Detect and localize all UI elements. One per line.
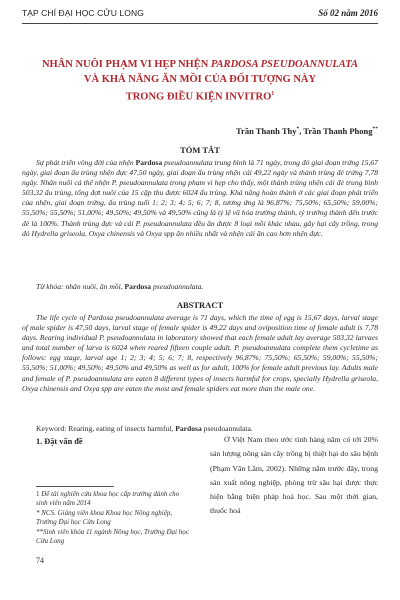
issue-label: Số 02 năm 2016 [318,8,378,18]
header-rule [22,23,378,24]
journal-name: TẠP CHÍ ĐẠI HỌC CỬU LONG [22,8,144,18]
page-header [22,8,378,24]
footnote-2: * NCS. Giảng viên khoa Khoa học Nông nghiệp, Trường Đại học Cửu Long [36,508,173,527]
author-line: Trần Thanh Thy*, Trần Thanh Phong** [236,126,378,136]
keywords-en: Keyword: Rearing, eating of insects harmful, Pardosa pseudoannulata. [36,424,253,433]
article-title [30,57,370,105]
abstract-en-heading: ABSTRACT [176,300,224,310]
title-line-1: NHÂN NUÔI PHẠM VI HẸP NHỆN PARDOSA PSEUDOANNULATA [41,59,359,70]
author-2: Trần Thanh Phong [303,126,373,136]
author-1: Trần Thanh Thy [236,126,297,136]
footnotes [36,490,191,546]
title-species: PARDOSA PSEUDOANNULATA [210,59,359,70]
abstract-vn-text: Sự phát triển vòng đời của nhện Pardosa pseudoannulata trung bình là 71 ngày, trong đó giai đoạn trứng 15,67 ngày, giai đoạn ấu trùng nhện đực 47,50 ngày, giai đoạn ấu trùng nhện cái 49,22 ngày và thành trùng đẻ trứng 7,78 ngày. Nhân nuôi cá thể nhện P. pseudoannulata trong phạm vi hẹp cho thấy, một thành trùng nhện cái đẻ trung bình 503,32 ấu trùng, tổng đợt nuôi của 15 cặp thu được 6024 ấu trùng. Khả năng hoàn thành ở các giai đoạn phát triển của nhện, giai đoạn trứng, ấu trùng tuổi 1; 2; 3; 4; 5; 6; 7; 8, tương ứng là 96,87%; 75,50%; 65,50%; 59,00%; 55,50%; 55,50%; 51,00%; 49,50%; 49,50% và 49,50% cũng là tỷ lệ vũ hóa trưởng thành, tỷ trưởng thành đến trước đẻ là 100%. Thành trùng đực và cái P. pseudoannulata đều ăn được 8 loại mồi khác nhau, gây hại cây trồng, trong đó Hydrella griseola, Oxya chinensis và Oxya spp ăn nhiều nhất và nhện cái ăn cao hơn nhện đực. [22,158,378,238]
abstract-vn-heading: TÓM TẮT [180,145,220,155]
footnote-3: **Sinh viên khóa 11 ngành Nông học, Trường Đại học Cửu Long [36,527,189,546]
section-heading: 1. Đặt vấn đề [36,437,83,446]
title-line-3: TRONG ĐIỀU KIỆN INVITRO$^1$ [125,91,275,103]
abstract-en-text: The life cycle of Pardosa pseudoannulata average is 71 days, which the time of egg is 15,67 days, larval stage of male spider is 47,50 days, larval stage of female spider is 49,22 days and oviposition time of female adult is 7,78 days. Rearing individual P. pseudoannulata in laboratory showed that each female adult lay average 503,32 larvaes and total number of larva is 6024 when reared fifteen couple adult. P. pseudoannulata complete them cycletime as follows: egg stage, larval age 1; 2; 3; 4; 5; 6; 7; 8, respectively 96,87%; 75,50%; 65,50%; 59,00%; 55,50%; 55,50%; 51,00%; 49,50%; 49,50% and 49,50% as well as for adult, 100% for female adult previous lay. Adults male and female of P. pseudoannulata are eaten 8 different types of insects harmful for crops, specially Hydrella griseola, Oxya chinensis and Oxya spp are eaten the most and female spiders eat more than the male one. [22,313,378,393]
footnote-1: 1 Để tài nghiên cứu khoa học cấp trường dành cho sinh viên năm 2014 [36,490,180,508]
title-footnote-mark: 1 [271,91,275,97]
page-number: 74 [36,556,44,565]
intro-paragraph: Ở Việt Nam theo ước tính hàng năm có tới 20% sản lượng nông sản cây trồng bị thiệt hại do sâu bệnh (Phạm Văn Lầm, 2002). Những năm trước đây, trong sản xuất nông nghiệp, phòng trừ sâu hại được thực hiện bằng biện pháp hoá học. Sau một thời gian, thuốc hoá [210,435,378,516]
footnote-rule [36,486,114,487]
keywords-vn: Từ khóa: nhân nuôi, ăn mồi, Pardosa pseudoannulata. [36,282,204,291]
title-line-2: VÀ KHẢ NĂNG ĂN MỒI CỦA ĐỐI TƯỢNG NÀY [83,74,317,85]
